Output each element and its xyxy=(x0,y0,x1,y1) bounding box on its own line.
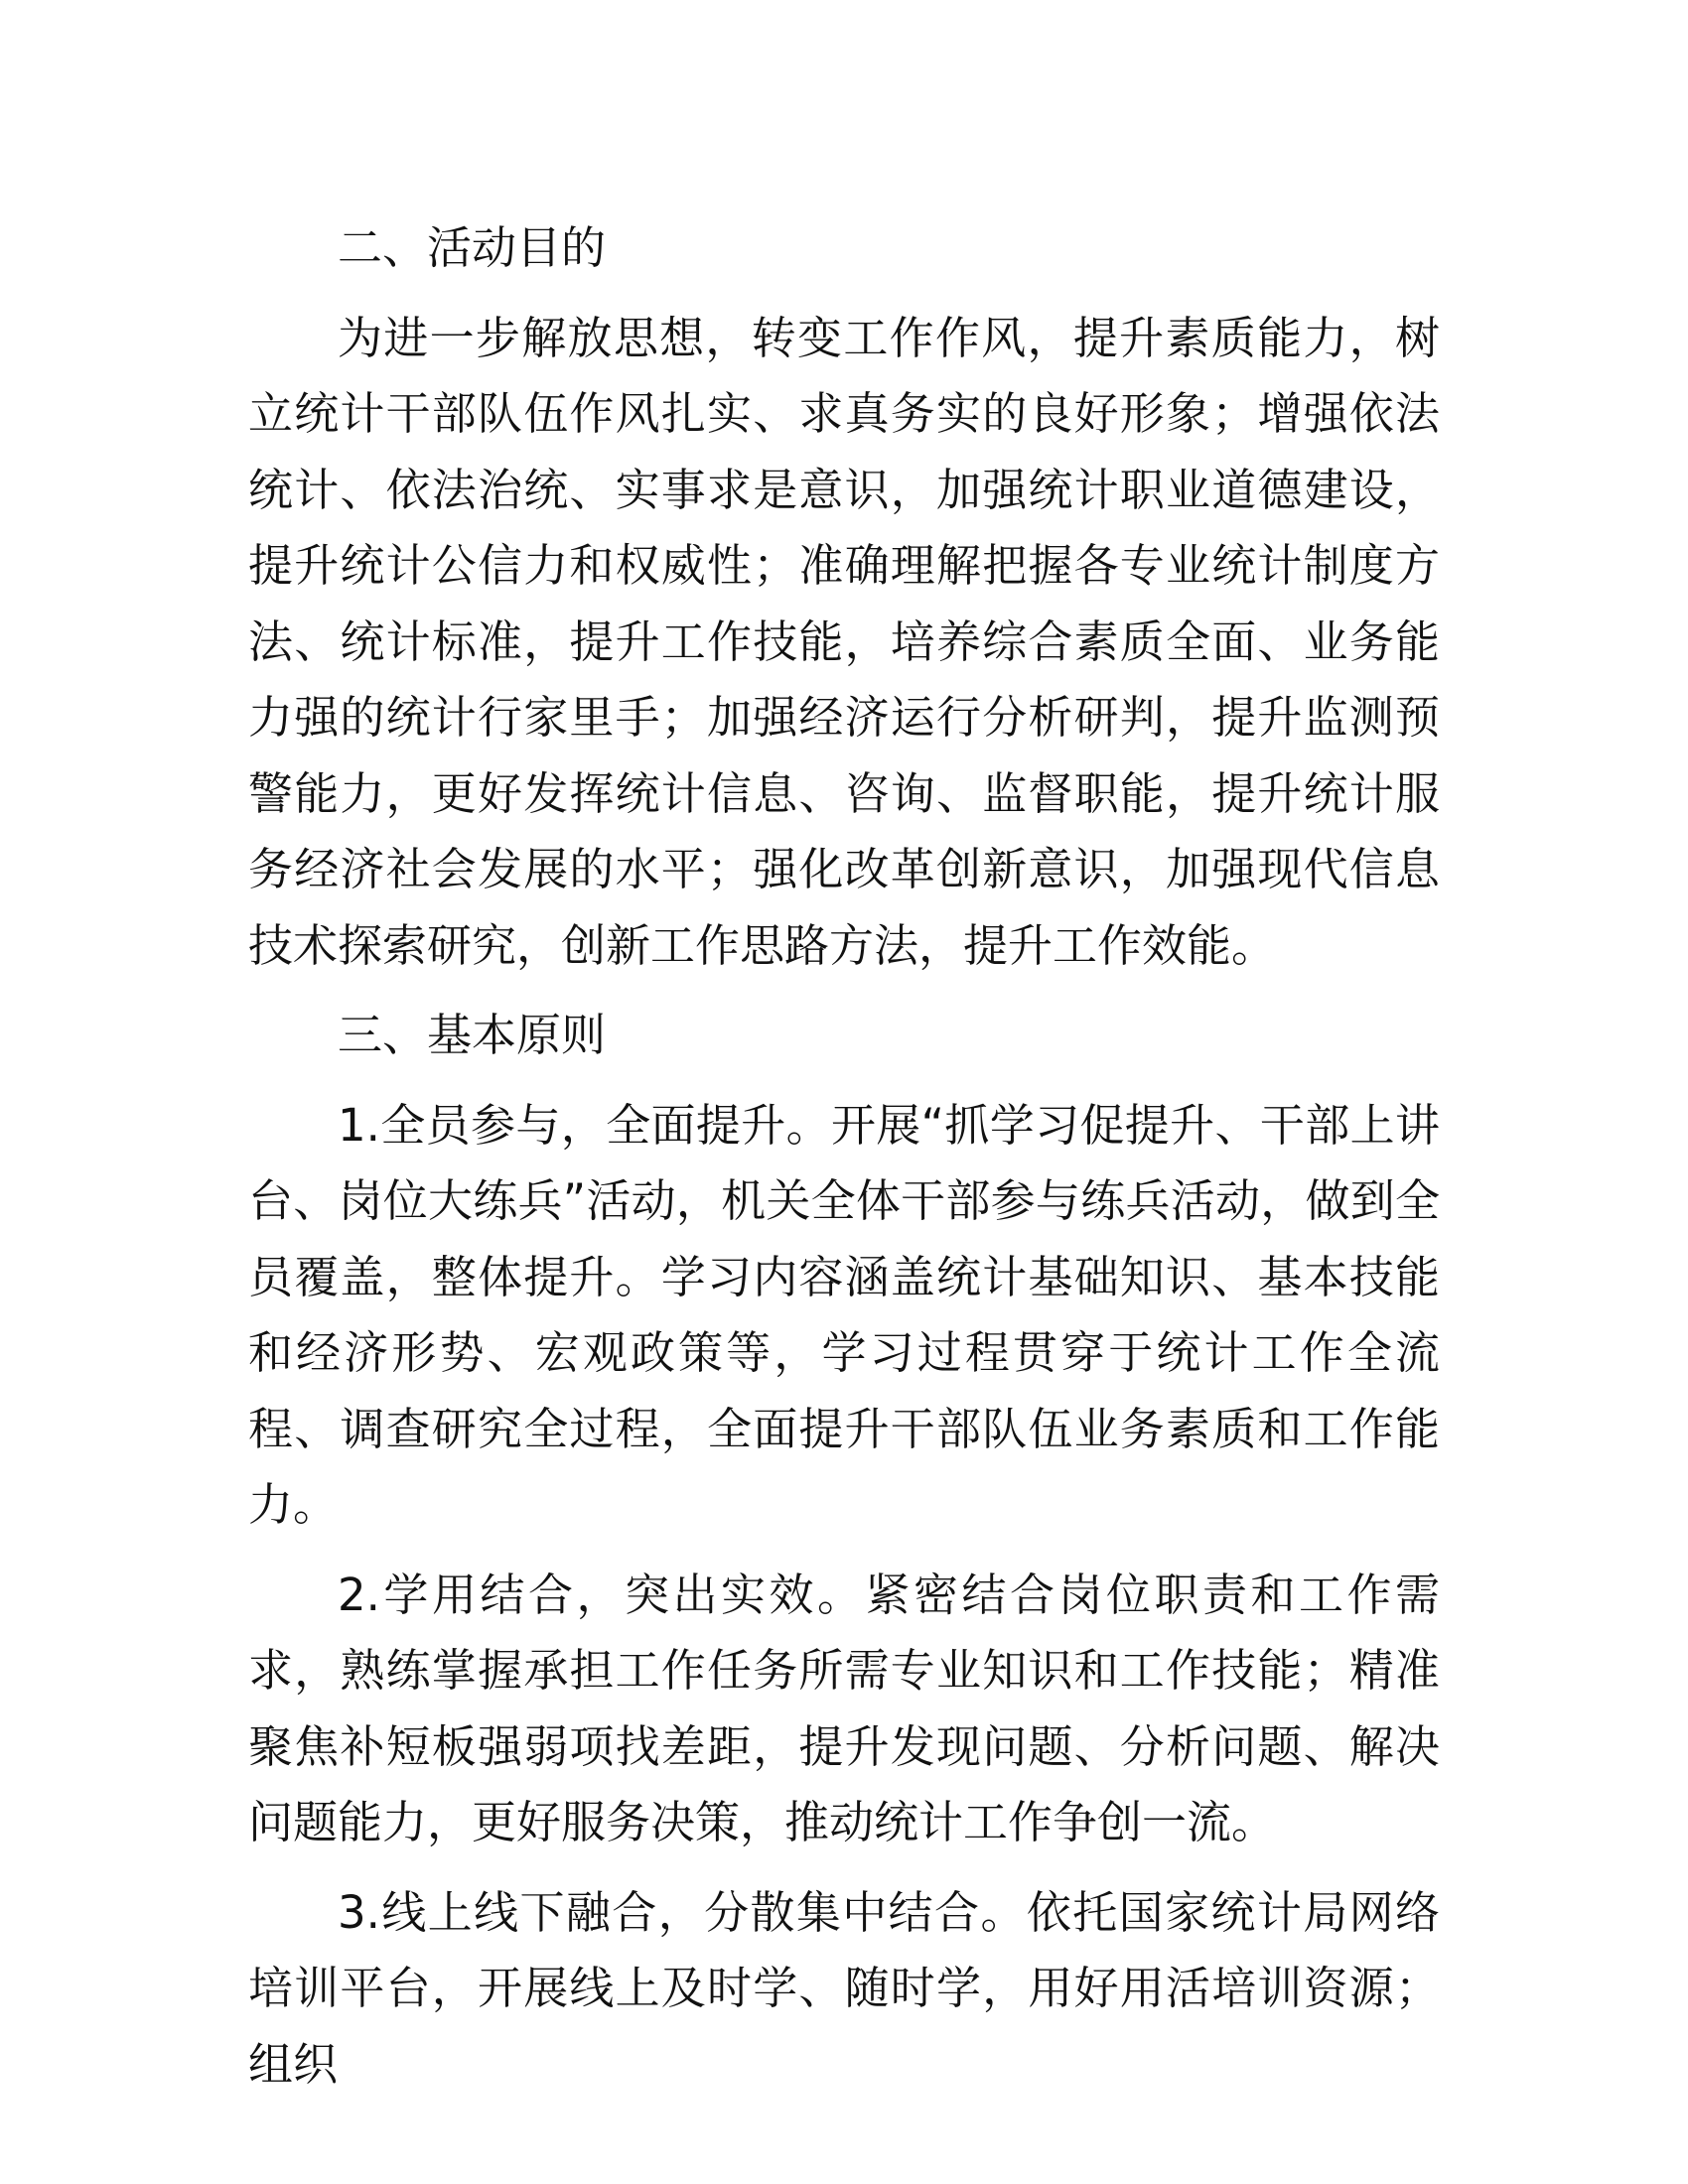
document-body xyxy=(248,210,1440,2103)
paragraph-principle-3: 3.线上线下融合，分散集中结合。依托国家统计局网络培训平台，开展线上及时学、随时学，用好用活培训资源；组织 xyxy=(248,1885,1440,2091)
paragraph-principle-1: 1.全员参与，全面提升。开展“抓学习促提升、干部上讲台、岗位大练兵”活动，机关全体干部参与练兵活动，做到全员覆盖，整体提升。学习内容涵盖统计基础知识、基本技能和经济形势、宏观政策等，学习过程贯穿于统计工作全流程、调查研究全过程，全面提升干部队伍业务素质和工作能力。 xyxy=(248,1098,1440,1531)
paragraph-activity-purpose: 为进一步解放思想，转变工作作风，提升素质能力，树立统计干部队伍作风扎实、求真务实的良好形象；增强依法统计、依法治统、实事求是意识，加强统计职业道德建设，提升统计公信力和权威性；准确理解把握各专业统计制度方法、统计标准，提升工作技能，培养综合素质全面、业务能力强的统计行家里手；加强经济运行分析研判，提升监测预警能力，更好发挥统计信息、咨询、监督职能，提升统计服务经济社会发展的水平；强化改革创新意识，加强现代信息技术探索研究，创新工作思路方法，提升工作效能。 xyxy=(248,311,1440,972)
section-heading-basic-principles: 三、基本原则 xyxy=(338,1009,607,1061)
section-heading-activity-purpose: 二、活动目的 xyxy=(338,221,607,274)
paragraph-principle-2: 2.学用结合，突出实效。紧密结合岗位职责和工作需求，熟练掌握承担工作任务所需专业知识和工作技能；精准聚焦补短板强弱项找差距，提升发现问题、分析问题、解决问题能力，更好服务决策，推动统计工作争创一流。 xyxy=(248,1568,1440,1848)
